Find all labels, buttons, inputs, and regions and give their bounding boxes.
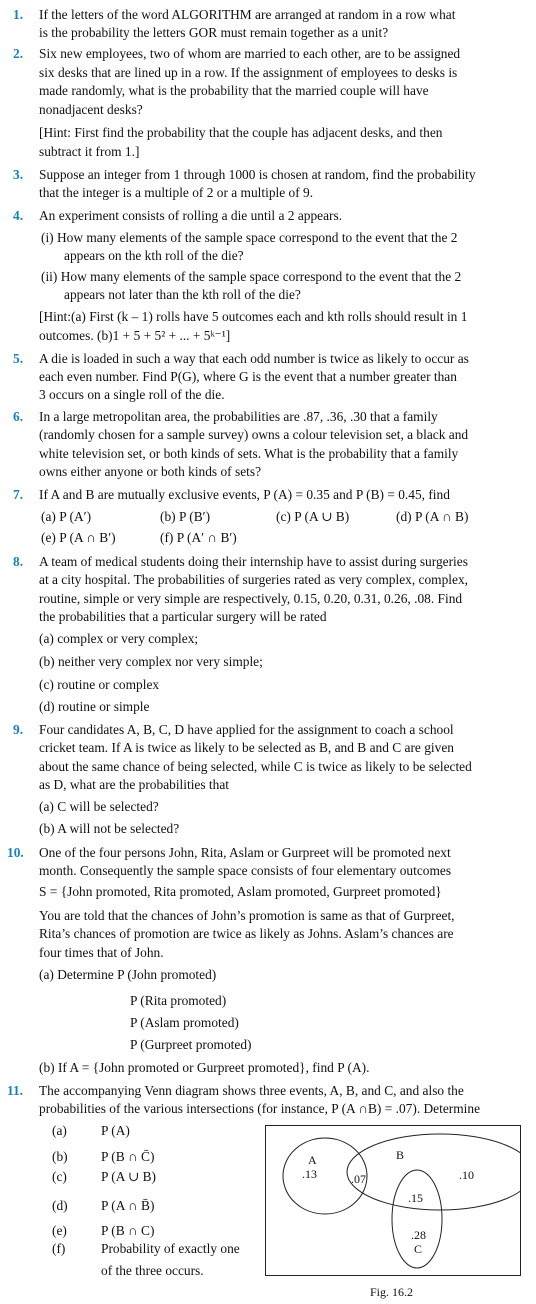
question-text: that the integer is a multiple of 2 or a multiple of 9. [39, 185, 314, 200]
option-label: (a) [52, 1123, 67, 1138]
question-text: If the letters of the word ALGORITHM are arranged at random in a row what [39, 7, 456, 22]
question-text: probabilities of the various intersections (for instance, P (A ∩B) = .07). Determine [39, 1101, 481, 1116]
option-b: (b) neither very complex nor very simple; [39, 654, 263, 669]
option-text: P (B ∩ C) [101, 1223, 155, 1238]
venn-value-ab: .07 [351, 1172, 366, 1186]
question-text: Four candidates A, B, C, D have applied for the assignment to coach a school [39, 722, 454, 737]
option-a-line: P (Gurpreet promoted) [130, 1037, 252, 1052]
question-text: month. Consequently the sample space consists of four elementary outcomes [39, 863, 452, 878]
option-a-line: P (Aslam promoted) [130, 1015, 239, 1030]
question-number: 4. [13, 208, 24, 223]
sub-question: appears not later than the kth roll of the die? [64, 287, 301, 302]
question-number: 9. [13, 722, 24, 737]
question-text: 3 occurs on a single roll of the die. [39, 387, 225, 402]
option-a: (a) P (A′) [41, 509, 92, 524]
option-text: of the three occurs. [101, 1263, 204, 1278]
question-text: owns either anyone or both kinds of sets? [39, 464, 262, 479]
question-text: cricket team. If A is twice as likely to be selected as B, and B and C are given [39, 740, 454, 755]
option-b: (b) P (B′) [160, 509, 211, 524]
question-text: the probabilities that a particular surgery will be rated [39, 609, 327, 624]
option-text: P (A ∪ B) [101, 1169, 156, 1184]
venn-value-bc: .15 [408, 1191, 423, 1205]
question-text: (randomly chosen for a sample survey) owns a colour television set, a black and [39, 427, 469, 442]
venn-svg [265, 1125, 521, 1276]
question-number: 8. [13, 554, 24, 569]
figure-caption: Fig. 16.2 [370, 1285, 414, 1299]
question-text: six desks that are lined up in a row. If the assignment of employees to desks is [39, 65, 458, 80]
venn-label-a: A [308, 1153, 317, 1167]
hint-text: subtract it from 1.] [39, 144, 140, 159]
option-text: P (A ∩ B̄) [101, 1198, 155, 1213]
option-text: P (B ∩ C̄) [101, 1149, 155, 1164]
question-text: Six new employees, two of whom are married to each other, are to be assigned [39, 46, 461, 61]
venn-label-c: C [414, 1242, 423, 1256]
question-text: made randomly, what is the probability that the married couple will have [39, 83, 429, 98]
question-text: about the same chance of being selected, while C is twice as likely to be selected [39, 759, 472, 774]
question-text: If A and B are mutually exclusive events, P (A) = 0.35 and P (B) = 0.45, find [39, 487, 450, 502]
option-label: (f) [52, 1241, 66, 1256]
question-text: is the probability the letters GOR must remain together as a unit? [39, 25, 389, 40]
option-label: (d) [52, 1198, 68, 1213]
option-a: (a) C will be selected? [39, 799, 159, 814]
option-text: P (A) [101, 1123, 130, 1138]
question-number: 10. [7, 845, 24, 860]
option-b: (b) If A = {John promoted or Gurpreet promoted}, find P (A). [39, 1060, 370, 1075]
hint-text: outcomes. (b)1 + 5 + 5² + ... + 5ᵏ⁻¹] [39, 328, 231, 343]
sub-question: appears on the kth roll of the die? [64, 248, 244, 263]
ellipse-b [347, 1134, 521, 1210]
venn-label-b: B [396, 1148, 405, 1162]
question-text: nonadjacent desks? [39, 102, 143, 117]
question-text: each even number. Find P(G), where G is the event that a number greater than [39, 369, 457, 384]
option-c: (c) routine or complex [39, 677, 160, 692]
venn-diagram [265, 1125, 521, 1276]
question-text: You are told that the chances of John’s promotion is same as that of Gurpreet, [39, 908, 455, 923]
question-number: 11. [7, 1083, 23, 1098]
sub-question: (ii) How many elements of the sample space correspond to the event that the 2 [41, 269, 462, 284]
question-text: S = {John promoted, Rita promoted, Aslam promoted, Gurpreet promoted} [39, 884, 442, 899]
venn-value-a: .13 [302, 1167, 317, 1181]
question-text: Suppose an integer from 1 through 1000 is chosen at random, find the probability [39, 167, 476, 182]
option-label: (c) [52, 1169, 67, 1184]
venn-value-b: .10 [459, 1168, 474, 1182]
hint-text: [Hint: First find the probability that the couple has adjacent desks, and then [39, 125, 443, 140]
question-text: as D, what are the probabilities that [39, 777, 230, 792]
question-text: In a large metropolitan area, the probabilities are .87, .36, .30 that a family [39, 409, 438, 424]
question-text: white television set, or both kinds of sets. What is the probability that a family [39, 446, 459, 461]
question-number: 1. [13, 7, 24, 22]
question-text: The accompanying Venn diagram shows three events, A, B, and C, and also the [39, 1083, 464, 1098]
question-text: A team of medical students doing their internship have to assist during surgeries [39, 554, 468, 569]
option-f: (f) P (A′ ∩ B′) [160, 530, 237, 545]
question-text: four times that of John. [39, 945, 164, 960]
question-text: routine, simple or very simple are respectively, 0.15, 0.20, 0.31, 0.26, .08. Find [39, 591, 463, 606]
question-text: Rita’s chances of promotion are twice as likely as Johns. Aslam’s chances are [39, 926, 454, 941]
option-label: (b) [52, 1149, 68, 1164]
option-e: (e) P (A ∩ B′) [41, 530, 116, 545]
question-text: One of the four persons John, Rita, Aslam or Gurpreet will be promoted next [39, 845, 451, 860]
option-d: (d) routine or simple [39, 699, 150, 714]
question-text: An experiment consists of rolling a die until a 2 appears. [39, 208, 343, 223]
option-c: (c) P (A ∪ B) [276, 509, 350, 524]
sub-question: (i) How many elements of the sample space correspond to the event that the 2 [41, 230, 458, 245]
option-a-line: P (Rita promoted) [130, 993, 227, 1008]
option-text: Probability of exactly one [101, 1241, 240, 1256]
question-number: 5. [13, 351, 24, 366]
question-text: A die is loaded in such a way that each odd number is twice as likely to occur as [39, 351, 469, 366]
question-number: 2. [13, 46, 24, 61]
question-number: 3. [13, 167, 24, 182]
option-b: (b) A will not be selected? [39, 821, 180, 836]
option-d: (d) P (A ∩ B) [396, 509, 469, 524]
venn-value-c: .28 [411, 1228, 426, 1242]
option-a: (a) complex or very complex; [39, 631, 199, 646]
question-number: 6. [13, 409, 24, 424]
option-a: (a) Determine P (John promoted) [39, 967, 217, 982]
hint-text: [Hint:(a) First (k – 1) rolls have 5 outcomes each and kth rolls should result in 1 [39, 309, 468, 324]
question-text: at a city hospital. The probabilities of surgeries rated as very complex, complex, [39, 572, 468, 587]
option-label: (e) [52, 1223, 67, 1238]
question-number: 7. [13, 487, 24, 502]
